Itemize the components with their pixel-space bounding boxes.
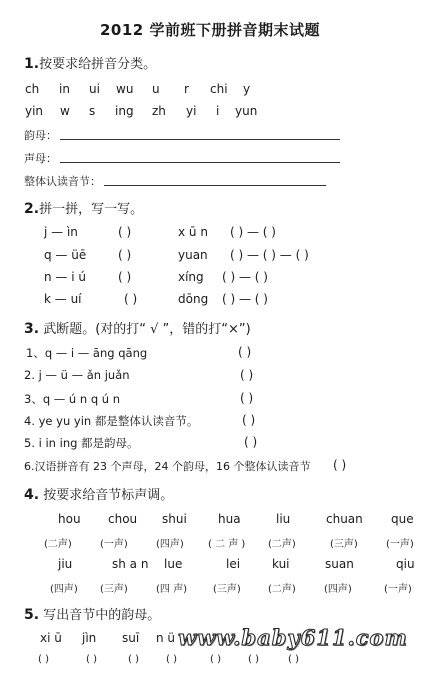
- s5-answer-blank[interactable]: ( ): [210, 654, 221, 665]
- s2-left-item: n — i ú: [44, 270, 86, 284]
- s1-row1-item: chi: [210, 82, 228, 96]
- s1-row2-item: i: [216, 104, 220, 118]
- s4-tone: (四声): [324, 584, 352, 595]
- s1-row2-item: yun: [235, 104, 258, 118]
- s2-left-blank[interactable]: ( ): [124, 292, 138, 306]
- s4-syllable: jiu: [58, 557, 73, 571]
- section-1-number: 1.: [24, 56, 40, 72]
- s2-left-blank[interactable]: ( ): [118, 225, 132, 239]
- s4-syllable: suan: [325, 557, 354, 571]
- initials-answer-line[interactable]: [60, 162, 340, 163]
- s1-row2-item: zh: [152, 104, 166, 118]
- s3-answer-blank[interactable]: ( ): [242, 413, 256, 427]
- s1-row1-item: r: [184, 82, 189, 96]
- s3-item: 4. ye yu yin 都是整体认读音节。: [24, 414, 199, 428]
- s2-left-item: j — ìn: [44, 225, 78, 239]
- s3-answer-blank[interactable]: ( ): [240, 368, 254, 382]
- finals-answer-line[interactable]: [60, 139, 340, 140]
- section-3-number: 3.: [24, 321, 40, 337]
- s2-right-item: x ū n: [178, 225, 208, 239]
- s4-tone: (四声): [156, 539, 184, 550]
- s2-left-blank[interactable]: ( ): [118, 248, 132, 262]
- s2-left-item: k — uí: [44, 292, 82, 306]
- s4-syllable: kui: [272, 557, 290, 571]
- s5-answer-blank[interactable]: ( ): [128, 654, 139, 665]
- s2-right-blank[interactable]: ( ) — ( ) — ( ): [230, 248, 309, 262]
- s4-syllable: sh a n: [112, 557, 149, 571]
- section-3-text: 武断题。(对的打“ √ ”，错的打“×”): [43, 322, 251, 337]
- s4-tone: ( 二 声 ): [208, 539, 246, 550]
- s1-row1-item: ch: [25, 82, 40, 96]
- section-2-heading: [24, 198, 143, 217]
- s2-left-item: q — üē: [44, 248, 87, 262]
- s1-row1-item: in: [59, 82, 70, 96]
- section-3-heading: [24, 318, 251, 337]
- s3-item: 3、q — ú n q ú n: [24, 392, 121, 406]
- s4-syllable: hou: [58, 512, 81, 526]
- page-title: 2012 学前班下册拼音期末试题: [100, 21, 320, 39]
- s1-row1-item: wu: [116, 82, 134, 96]
- s4-tone: (三声): [330, 539, 358, 550]
- s3-answer-blank[interactable]: ( ): [333, 458, 347, 472]
- finals-label: 韵母：: [24, 129, 57, 142]
- s2-right-blank[interactable]: ( ) — ( ): [222, 292, 268, 306]
- s3-item: 1、q — i — āng qāng: [26, 346, 148, 360]
- s4-tone: (三声): [213, 584, 241, 595]
- s1-row2-item: w: [60, 104, 70, 118]
- whole-syllables-label: 整体认读音节：: [24, 175, 101, 188]
- s3-item: 5. i in ing 都是韵母。: [24, 436, 139, 450]
- s3-answer-blank[interactable]: ( ): [238, 345, 252, 359]
- s4-tone: (一声): [386, 539, 414, 550]
- section-4-number: 4.: [24, 487, 40, 503]
- section-4-heading: [24, 484, 173, 503]
- s4-tone: (三声): [100, 584, 128, 595]
- s5-answer-blank[interactable]: ( ): [288, 654, 299, 665]
- s2-right-item: dōng: [178, 292, 209, 306]
- s5-answer-blank[interactable]: ( ): [166, 654, 177, 665]
- s1-row2-item: yi: [186, 104, 197, 118]
- s2-right-blank[interactable]: ( ) — ( ): [230, 225, 276, 239]
- s1-row1-item: u: [152, 82, 160, 96]
- section-5-heading: [24, 604, 160, 623]
- section-2-text: 拼一拼，写一写。: [39, 202, 144, 217]
- s1-row2-item: s: [89, 104, 96, 118]
- s2-right-item: yuan: [178, 248, 208, 262]
- s5-answer-blank[interactable]: ( ): [248, 654, 259, 665]
- s4-syllable: lue: [164, 557, 183, 571]
- s3-item: 2. j — ü — ǎn juǎn: [24, 368, 130, 382]
- s4-tone: (二声): [268, 539, 296, 550]
- s4-syllable: chuan: [326, 512, 363, 526]
- s3-answer-blank[interactable]: ( ): [244, 435, 258, 449]
- s5-syllable: suī: [122, 631, 140, 645]
- s4-tone: (四声): [50, 584, 78, 595]
- s5-answer-blank[interactable]: ( ): [38, 654, 49, 665]
- section-5-number: 5.: [24, 607, 40, 623]
- section-5-text: 写出音节中的韵母。: [43, 608, 161, 623]
- whole-syllables-answer-line[interactable]: [104, 185, 326, 186]
- s3-answer-blank[interactable]: ( ): [240, 391, 254, 405]
- s4-syllable: shui: [162, 512, 187, 526]
- section-2-number: 2.: [24, 201, 40, 217]
- s1-row2-item: ing: [115, 104, 134, 118]
- s4-tone: (四 声): [156, 584, 187, 595]
- s1-row1-item: y: [243, 82, 251, 96]
- s3-item: 6.汉语拼音有 23 个声母，24 个韵母，16 个整体认读音节: [24, 460, 311, 473]
- s5-answer-blank[interactable]: ( ): [86, 654, 97, 665]
- s5-syllable: n ü: [156, 631, 176, 645]
- section-1-text: 按要求给拼音分类。: [39, 57, 157, 72]
- section-1-heading: [24, 53, 156, 72]
- s4-tone: (二声): [268, 584, 296, 595]
- s4-syllable: hua: [218, 512, 241, 526]
- s5-syllable: jìn: [82, 631, 97, 645]
- s1-row2-item: yin: [25, 104, 44, 118]
- s2-right-item: xíng: [178, 270, 204, 284]
- s4-tone: (二声): [44, 539, 72, 550]
- watermark: www.baby611.com: [178, 625, 408, 650]
- s4-syllable: que: [391, 512, 414, 526]
- s4-syllable: lei: [226, 557, 241, 571]
- s1-row1-item: ui: [89, 82, 100, 96]
- initials-label: 声母：: [24, 152, 57, 165]
- s4-syllable: qiu: [396, 557, 415, 571]
- s5-syllable: xi ū: [40, 631, 62, 645]
- s4-syllable: liu: [276, 512, 291, 526]
- s2-right-blank[interactable]: ( ) — ( ): [222, 270, 268, 284]
- s2-left-blank[interactable]: ( ): [118, 270, 132, 284]
- section-4-text: 按要求给音节标声调。: [43, 488, 174, 503]
- s4-tone: (一声): [384, 584, 412, 595]
- s4-tone: (一声): [100, 539, 128, 550]
- s4-syllable: chou: [108, 512, 138, 526]
